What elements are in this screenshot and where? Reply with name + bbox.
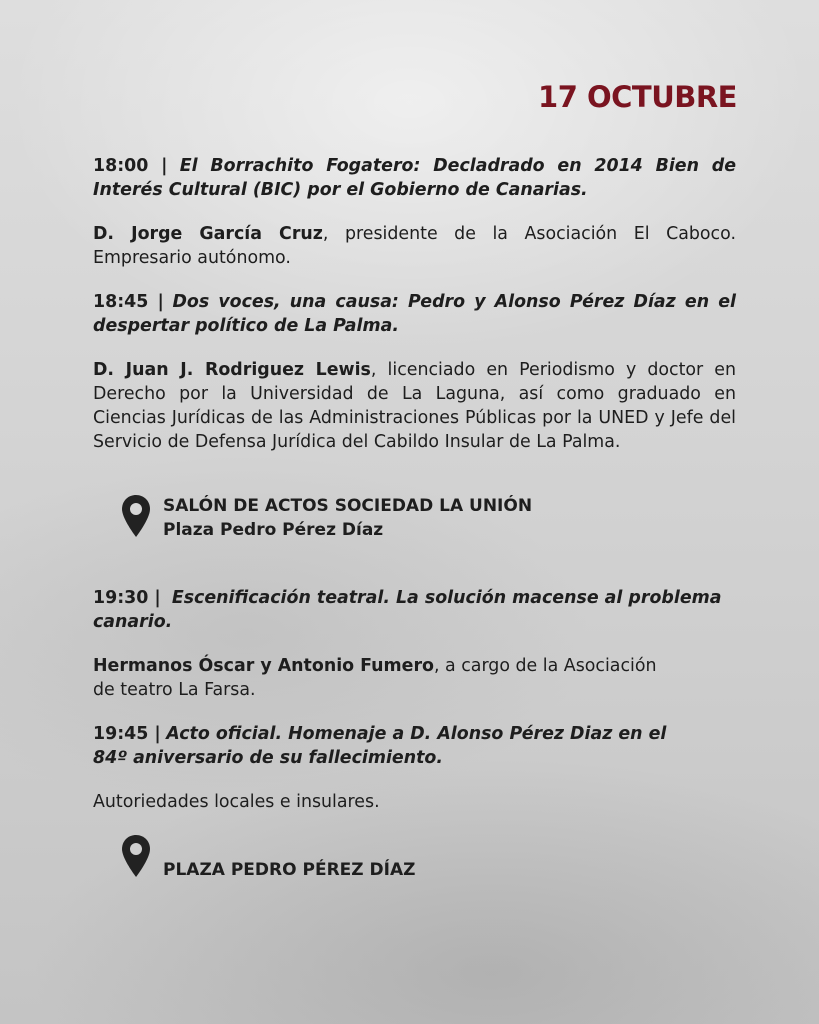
event-title: Acto oficial. Homenaje a D. Alonso Pérez Diaz en el <box>166 724 667 744</box>
map-pin-icon <box>120 834 152 878</box>
event-1-heading <box>93 154 736 202</box>
event-2-speaker <box>93 358 736 454</box>
event-4-speaker: Autoriedades locales e insulares. <box>93 792 380 812</box>
map-pin-icon <box>120 494 152 538</box>
event-time: 18:00 | <box>93 156 168 176</box>
location-name: PLAZA PEDRO PÉREZ DÍAZ <box>163 860 416 880</box>
event-2-heading <box>93 290 736 338</box>
event-title-cont: 84º aniversario de su fallecimiento. <box>93 748 443 768</box>
event-title: Dos voces, una causa: Pedro y Alonso Pérez Díaz en el despertar político de La Palma. <box>93 292 736 336</box>
speaker-name: D. Jorge García Cruz <box>93 224 323 244</box>
speaker-name: Hermanos Óscar y Antonio Fumero <box>93 656 434 676</box>
event-title: El Borrachito Fogatero: Decladrado en 2014 Bien de Interés Cultural (BIC) por el Gobierno de Canarias. <box>93 156 736 200</box>
speaker-description-cont: de teatro La Farsa. <box>93 680 256 700</box>
event-time: 19:45 | <box>93 724 161 744</box>
location-name: SALÓN DE ACTOS SOCIEDAD LA UNIÓN <box>163 496 533 516</box>
event-time: 18:45 | <box>93 292 164 312</box>
speaker-description: , a cargo de la Asociación <box>434 656 657 676</box>
location-address: Plaza Pedro Pérez Díaz <box>163 520 384 540</box>
speaker-name: D. Juan J. Rodriguez Lewis <box>93 360 371 380</box>
speaker-description: , presidente de la Asociación El Caboco. Empresario autónomo. <box>93 224 736 268</box>
event-3-speaker <box>93 654 736 702</box>
speaker-description: , licenciado en Periodismo y doctor en Derecho por la Universidad de La Laguna, así como graduado en Ciencias Jurídicas de las Administraciones Públicas por la UNED y Jefe del Servicio de Defensa Jurídica del Cabildo Insular de La Palma. <box>93 360 736 452</box>
event-time: 19:30 | <box>93 588 161 608</box>
event-1-speaker <box>93 222 736 270</box>
event-3-heading <box>93 586 736 634</box>
event-title: Escenificación teatral. La solución macense al problema canario. <box>93 588 722 632</box>
page-title: 17 OCTUBRE <box>538 80 737 114</box>
event-4-heading <box>93 722 736 770</box>
